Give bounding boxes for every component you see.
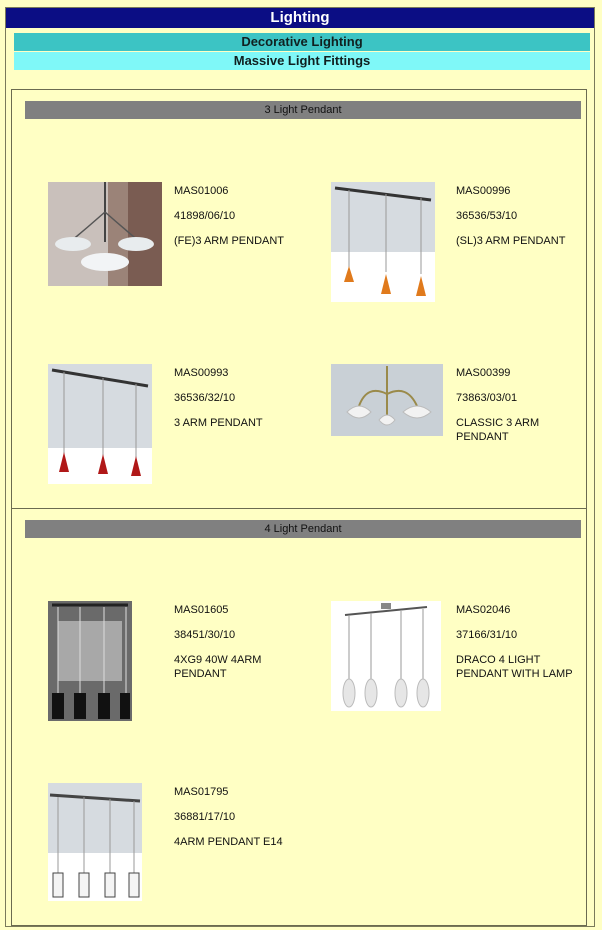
product-ref: 41898/06/10	[174, 210, 236, 222]
product-code: MAS02046	[456, 604, 511, 616]
product-image-classic-pendant[interactable]	[331, 364, 443, 436]
product-code: MAS01605	[174, 604, 229, 616]
product-name: CLASSIC 3 ARM PENDANT	[456, 417, 540, 443]
product-image-orange-pendants[interactable]	[331, 182, 435, 302]
product-code: MAS00399	[456, 367, 511, 379]
section-3-light-pendant	[11, 89, 587, 509]
product-ref: 73863/03/01	[456, 392, 518, 404]
product-image-patterned-pendants[interactable]	[48, 601, 132, 721]
page-title: Lighting	[6, 8, 594, 28]
product-image-draco-pendant[interactable]	[331, 601, 441, 711]
product-name: DRACO 4 LIGHT PENDANT WITH LAMP	[456, 654, 573, 680]
product-ref: 38451/30/10	[174, 629, 236, 641]
product-image-chandelier[interactable]	[48, 182, 162, 286]
product-ref: 37166/31/10	[456, 629, 518, 641]
product-name: (FE)3 ARM PENDANT	[174, 235, 285, 247]
product-ref: 36536/32/10	[174, 392, 236, 404]
product-code: MAS00996	[456, 185, 511, 197]
product-name: 4ARM PENDANT E14	[174, 836, 283, 848]
product-name: 3 ARM PENDANT	[174, 417, 263, 429]
category-link-decorative-lighting[interactable]: Decorative Lighting	[14, 33, 590, 51]
product-image-red-pendants[interactable]	[48, 364, 152, 484]
section-heading: 4 Light Pendant	[25, 520, 581, 538]
product-code: MAS00993	[174, 367, 229, 379]
product-image-e14-pendant[interactable]	[48, 783, 142, 901]
section-4-light-pendant	[11, 508, 587, 926]
section-heading: 3 Light Pendant	[25, 101, 581, 119]
product-ref: 36536/53/10	[456, 210, 518, 222]
product-code: MAS01795	[174, 786, 229, 798]
subcategory-link-massive-light-fittings[interactable]: Massive Light Fittings	[14, 52, 590, 70]
product-ref: 36881/17/10	[174, 811, 236, 823]
product-name: (SL)3 ARM PENDANT	[456, 235, 566, 247]
product-name: 4XG9 40W 4ARM PENDANT	[174, 654, 262, 680]
product-code: MAS01006	[174, 185, 229, 197]
